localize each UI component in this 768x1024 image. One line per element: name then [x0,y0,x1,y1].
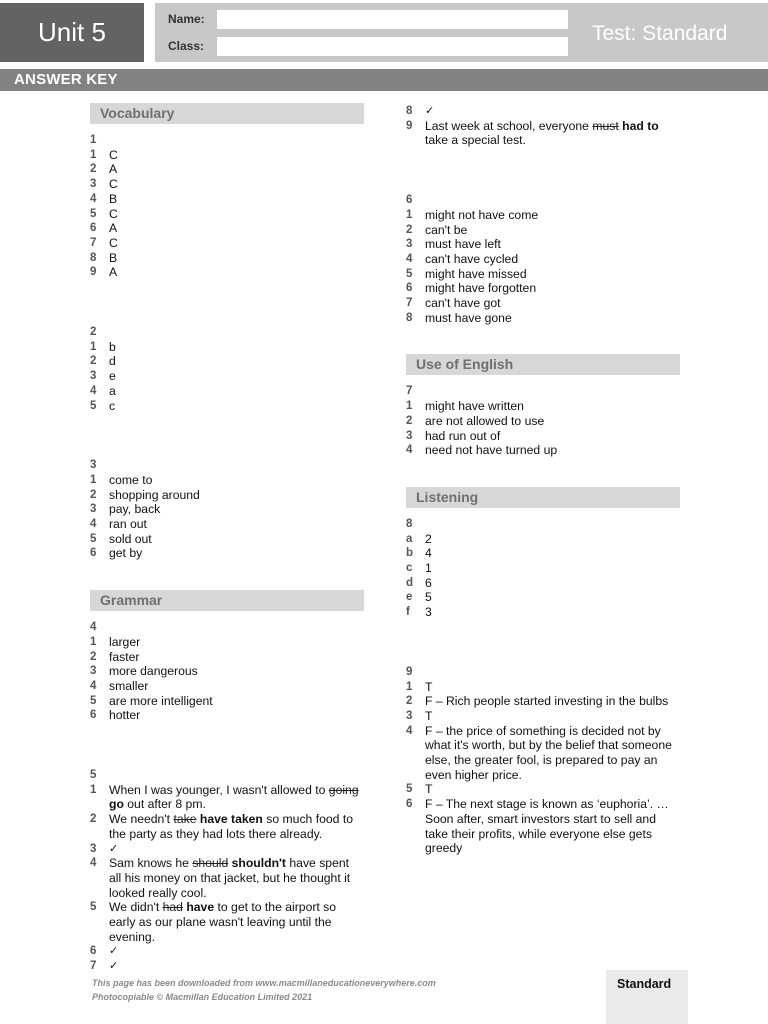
list-item: 4 need not have turned up [406,443,558,458]
class-field[interactable] [217,37,568,56]
right-column [406,104,706,856]
list-item: 2 We needn't take have taken so much food to the party as they had lots there already. [90,812,353,841]
list-item: 5 sold out [90,531,152,546]
check-icon: ✓ [425,105,435,117]
name-field[interactable] [217,10,568,29]
list-item: 5 C [90,206,118,221]
footer-download-note: This page has been downloaded from www.macmillaneducationeverywhere.com [92,978,436,988]
list-item: 7 can't have got [406,296,501,311]
list-item: 4 a [90,383,116,398]
list-item: 1 C [90,147,118,162]
list-item: 4 B [90,191,118,206]
list-item: 9 A [90,265,118,280]
list-item: 3 had run out of [406,428,501,443]
list-item: 5 T [406,782,433,797]
test-title: Test: Standard [592,22,728,45]
list-item: 1 T [406,679,433,694]
list-item: 6 get by [90,546,143,561]
list-item: c 1 [406,561,432,576]
list-item: 6 ✓ [90,944,390,959]
list-item: 1 might have written [406,399,524,414]
list-item: 3 T [406,708,433,723]
list-item: 3 pay, back [90,502,161,517]
section-vocabulary: Vocabulary [90,103,364,124]
list-item: 4 F – the price of something is decided not by what it's worth, but by the belief that someone else, the greater fool, is prepared to pay an even higher price. [406,723,672,782]
list-item: 4 can't have cycled [406,251,519,266]
exercise-7-number: 7 [406,385,413,398]
list-item: 3 more dangerous [90,664,198,679]
class-label: Class: [168,39,205,53]
list-item: 7 C [90,235,118,250]
list-item: 2 d [90,354,116,369]
list-item: b 4 [406,546,432,561]
level-badge [606,970,688,1024]
section-listening: Listening [406,487,680,508]
list-item: 5 are more intelligent [90,693,213,708]
list-item: 8 must have gone [406,310,512,325]
exercise-5-number: 5 [90,769,97,782]
list-item: 6 hotter [90,708,141,723]
list-item: 2 are not allowed to use [406,413,545,428]
left-column [90,103,390,974]
list-item: a 2 [406,531,432,546]
exercise-6-number: 6 [406,194,413,207]
list-item: 7 ✓ [90,959,390,974]
list-item: 3 C [90,177,118,192]
list-item: 9 Last week at school, everyone must had to take a special test. [406,118,659,148]
list-item: 1 b [90,339,116,354]
check-icon: ✓ [109,842,119,855]
list-item: 5 We didn't had have to get to the airport so early as our plane wasn't leaving until the evening. [90,900,337,944]
list-item: 1 might not have come [406,207,539,222]
exercise-4-number: 4 [90,621,97,634]
list-item: 1 come to [90,472,153,487]
list-item: d 6 [406,575,432,590]
list-item: 1 larger [90,634,141,649]
exercise-8-number: 8 [406,517,413,530]
list-item: 2 can't be [406,222,468,237]
section-use-of-english: Use of English [406,354,680,375]
exercise-1-number: 1 [90,134,97,146]
list-item: 4 Sam knows he should shouldn't have spent all his money on that jacket, but he thought it looked really cool. [90,856,351,900]
header-bar [155,3,768,62]
list-item: 3 e [90,369,116,384]
name-label: Name: [168,12,205,26]
check-icon: ✓ [109,960,119,973]
exercise-9-number: 9 [406,665,413,678]
footer [92,976,436,1004]
list-item: 1 When I was younger, I wasn't allowed to going go out after 8 pm. [90,782,359,812]
list-item: 2 faster [90,649,140,664]
list-item: e 5 [406,590,432,605]
list-item: 4 ran out [90,517,147,532]
exercise-2-number: 2 [90,326,97,339]
list-item: 6 A [90,221,118,236]
footer-copyright: Photocopiable © Macmillan Education Limited 2021 [92,992,313,1002]
list-item: 8 ✓ [406,104,706,119]
list-item: 5 might have missed [406,266,527,281]
list-item: 8 B [90,250,118,265]
section-grammar: Grammar [90,590,364,611]
list-item: 2 shopping around [90,487,200,502]
list-item: 4 smaller [90,678,149,693]
unit-label [0,3,144,62]
unit-title: Unit 5 [38,17,106,47]
list-item: 6 F – The next stage is known as ‘euphoria’. … Soon after, smart investors start to sell and take their profits, while everyone else gets greedy [406,797,669,856]
exercise-3-number: 3 [90,459,97,472]
list-item: 6 might have forgotten [406,281,537,296]
level-badge-label: Standard [617,977,672,991]
list-item: 2 F – Rich people started investing in the bulbs [406,694,669,709]
list-item: 3 ✓ [90,842,390,857]
list-item: 3 must have left [406,237,501,252]
answer-key-bar [0,69,768,91]
check-icon: ✓ [109,945,119,958]
answer-key-label: ANSWER KEY [14,71,118,88]
list-item: f 3 [406,605,432,620]
list-item: 2 A [90,162,118,177]
list-item: 5 c [90,398,116,413]
